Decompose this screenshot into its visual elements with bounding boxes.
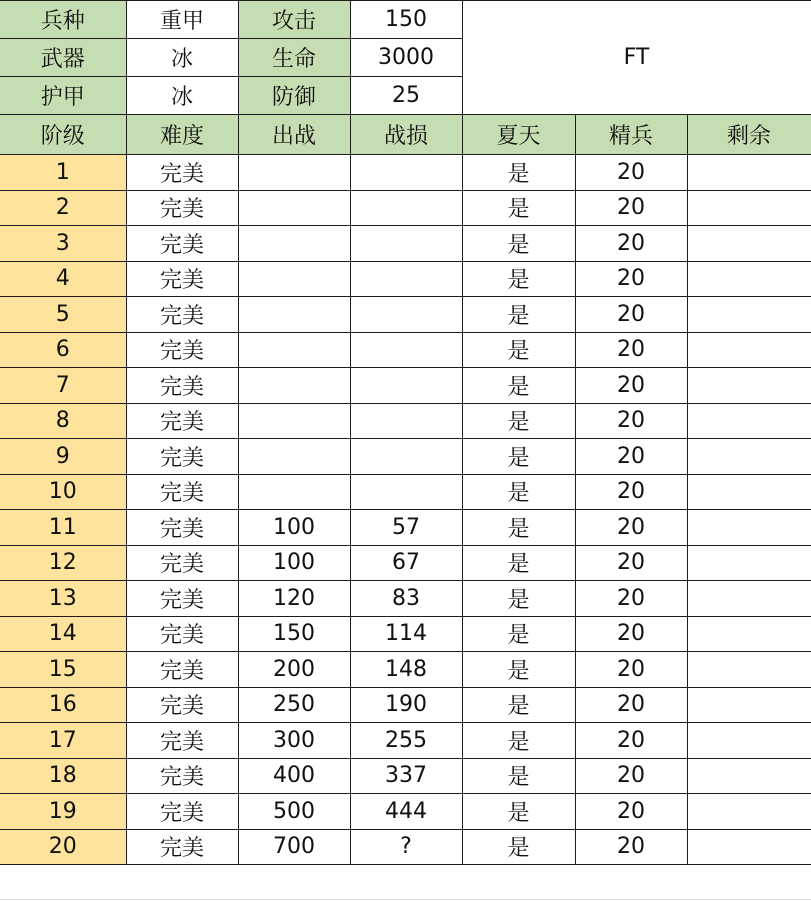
deployed-cell[interactable]: 100 <box>238 545 350 581</box>
level-cell[interactable]: 20 <box>0 829 126 865</box>
difficulty-cell[interactable]: 完美 <box>126 545 238 581</box>
header-losses[interactable]: 战损 <box>350 115 462 155</box>
remaining-cell[interactable] <box>687 510 811 546</box>
deployed-cell[interactable]: 400 <box>238 758 350 794</box>
remaining-cell[interactable] <box>687 297 811 333</box>
table-row <box>0 297 811 333</box>
elite-cell[interactable]: 20 <box>575 261 687 297</box>
elite-cell[interactable]: 20 <box>575 226 687 262</box>
remaining-cell[interactable] <box>687 439 811 475</box>
deployed-cell[interactable] <box>238 190 350 226</box>
column-header-row <box>0 115 811 155</box>
elite-cell[interactable]: 20 <box>575 545 687 581</box>
table-row <box>0 581 811 617</box>
summer-cell[interactable]: 是 <box>462 261 575 297</box>
losses-cell[interactable] <box>350 261 462 297</box>
deployed-cell[interactable] <box>238 332 350 368</box>
remaining-cell[interactable] <box>687 794 811 830</box>
losses-cell[interactable] <box>350 368 462 404</box>
difficulty-cell[interactable]: 完美 <box>126 829 238 865</box>
summer-cell[interactable]: 是 <box>462 581 575 617</box>
difficulty-cell[interactable]: 完美 <box>126 723 238 759</box>
summer-cell[interactable]: 是 <box>462 510 575 546</box>
difficulty-cell[interactable]: 完美 <box>126 297 238 333</box>
losses-cell[interactable] <box>350 439 462 475</box>
remaining-cell[interactable] <box>687 155 811 191</box>
summer-cell[interactable]: 是 <box>462 368 575 404</box>
level-cell[interactable]: 19 <box>0 794 126 830</box>
deployed-cell[interactable] <box>238 368 350 404</box>
table-row <box>0 545 811 581</box>
remaining-cell[interactable] <box>687 616 811 652</box>
elite-cell[interactable]: 20 <box>575 794 687 830</box>
summer-cell[interactable]: 是 <box>462 545 575 581</box>
losses-cell[interactable]: 57 <box>350 510 462 546</box>
level-cell[interactable]: 4 <box>0 261 126 297</box>
losses-cell[interactable]: 337 <box>350 758 462 794</box>
elite-cell[interactable]: 20 <box>575 403 687 439</box>
losses-cell[interactable]: 83 <box>350 581 462 617</box>
remaining-cell[interactable] <box>687 758 811 794</box>
level-cell[interactable]: 8 <box>0 403 126 439</box>
summer-cell[interactable]: 是 <box>462 332 575 368</box>
defense-label-cell[interactable]: 防御 <box>238 77 350 115</box>
remaining-cell[interactable] <box>687 403 811 439</box>
elite-cell[interactable]: 20 <box>575 652 687 688</box>
summer-cell[interactable]: 是 <box>462 190 575 226</box>
summer-cell[interactable]: 是 <box>462 403 575 439</box>
elite-cell[interactable]: 20 <box>575 439 687 475</box>
level-cell[interactable]: 12 <box>0 545 126 581</box>
table-row <box>0 226 811 262</box>
difficulty-cell[interactable]: 完美 <box>126 332 238 368</box>
elite-cell[interactable]: 20 <box>575 829 687 865</box>
deployed-cell[interactable]: 120 <box>238 581 350 617</box>
remaining-cell[interactable] <box>687 368 811 404</box>
header-level[interactable]: 阶级 <box>0 115 126 155</box>
summer-cell[interactable]: 是 <box>462 723 575 759</box>
deployed-cell[interactable] <box>238 261 350 297</box>
remaining-cell[interactable] <box>687 226 811 262</box>
remaining-cell[interactable] <box>687 581 811 617</box>
difficulty-cell[interactable]: 完美 <box>126 758 238 794</box>
deployed-cell[interactable]: 250 <box>238 687 350 723</box>
summer-cell[interactable]: 是 <box>462 652 575 688</box>
header-difficulty[interactable]: 难度 <box>126 115 238 155</box>
table-row <box>0 758 811 794</box>
elite-cell[interactable]: 20 <box>575 581 687 617</box>
table-row <box>0 829 811 865</box>
losses-cell[interactable] <box>350 297 462 333</box>
summer-cell[interactable]: 是 <box>462 829 575 865</box>
table-row <box>0 652 811 688</box>
elite-cell[interactable]: 20 <box>575 368 687 404</box>
level-cell[interactable]: 14 <box>0 616 126 652</box>
remaining-cell[interactable] <box>687 687 811 723</box>
elite-cell[interactable]: 20 <box>575 190 687 226</box>
level-cell[interactable]: 9 <box>0 439 126 475</box>
difficulty-cell[interactable]: 完美 <box>126 439 238 475</box>
losses-cell[interactable]: 67 <box>350 545 462 581</box>
difficulty-cell[interactable]: 完美 <box>126 474 238 510</box>
difficulty-cell[interactable]: 完美 <box>126 403 238 439</box>
remaining-cell[interactable] <box>687 190 811 226</box>
summer-cell[interactable]: 是 <box>462 616 575 652</box>
level-cell[interactable]: 17 <box>0 723 126 759</box>
losses-cell[interactable]: 444 <box>350 794 462 830</box>
difficulty-cell[interactable]: 完美 <box>126 510 238 546</box>
deployed-cell[interactable] <box>238 403 350 439</box>
summer-cell[interactable]: 是 <box>462 794 575 830</box>
summer-cell[interactable]: 是 <box>462 687 575 723</box>
deployed-cell[interactable] <box>238 474 350 510</box>
elite-cell[interactable]: 20 <box>575 155 687 191</box>
armor-label-cell[interactable]: 护甲 <box>0 77 126 115</box>
elite-cell[interactable]: 20 <box>575 510 687 546</box>
armor-cell[interactable]: 冰 <box>126 77 238 115</box>
elite-cell[interactable]: 20 <box>575 474 687 510</box>
level-cell[interactable]: 16 <box>0 687 126 723</box>
table-row <box>0 190 811 226</box>
weapon-cell[interactable]: 冰 <box>126 39 238 77</box>
table-row <box>0 155 811 191</box>
level-cell[interactable]: 5 <box>0 297 126 333</box>
elite-cell[interactable]: 20 <box>575 616 687 652</box>
elite-cell[interactable]: 20 <box>575 758 687 794</box>
level-cell[interactable]: 13 <box>0 581 126 617</box>
remaining-cell[interactable] <box>687 652 811 688</box>
deployed-cell[interactable]: 500 <box>238 794 350 830</box>
weapon-label-cell[interactable]: 武器 <box>0 39 126 77</box>
deployed-cell[interactable]: 200 <box>238 652 350 688</box>
level-cell[interactable]: 15 <box>0 652 126 688</box>
info-row-unit-type <box>0 1 811 39</box>
summer-cell[interactable]: 是 <box>462 297 575 333</box>
losses-cell[interactable] <box>350 190 462 226</box>
difficulty-cell[interactable]: 完美 <box>126 794 238 830</box>
elite-cell[interactable]: 20 <box>575 332 687 368</box>
difficulty-cell[interactable]: 完美 <box>126 261 238 297</box>
deployed-cell[interactable]: 100 <box>238 510 350 546</box>
unit-type-cell[interactable]: 重甲 <box>126 1 238 39</box>
level-cell[interactable]: 6 <box>0 332 126 368</box>
losses-cell[interactable] <box>350 474 462 510</box>
level-cell[interactable]: 1 <box>0 155 126 191</box>
hp-label-cell[interactable]: 生命 <box>238 39 350 77</box>
deployed-cell[interactable]: 300 <box>238 723 350 759</box>
table-row <box>0 616 811 652</box>
table-row <box>0 403 811 439</box>
unit-type-label-cell[interactable]: 兵种 <box>0 1 126 39</box>
table-row <box>0 794 811 830</box>
remaining-cell[interactable] <box>687 545 811 581</box>
losses-cell[interactable]: ? <box>350 829 462 865</box>
difficulty-cell[interactable]: 完美 <box>126 687 238 723</box>
summer-cell[interactable]: 是 <box>462 226 575 262</box>
difficulty-cell[interactable]: 完美 <box>126 226 238 262</box>
summer-cell[interactable]: 是 <box>462 155 575 191</box>
losses-cell[interactable] <box>350 403 462 439</box>
header-elite[interactable]: 精兵 <box>575 115 687 155</box>
table-row <box>0 687 811 723</box>
table-row <box>0 474 811 510</box>
difficulty-cell[interactable]: 完美 <box>126 155 238 191</box>
losses-cell[interactable]: 148 <box>350 652 462 688</box>
attack-label-cell[interactable]: 攻击 <box>238 1 350 39</box>
table-row <box>0 368 811 404</box>
losses-cell[interactable] <box>350 226 462 262</box>
losses-cell[interactable]: 255 <box>350 723 462 759</box>
level-cell[interactable]: 2 <box>0 190 126 226</box>
note-merged-cell[interactable]: FT <box>462 1 811 115</box>
elite-cell[interactable]: 20 <box>575 687 687 723</box>
remaining-cell[interactable] <box>687 332 811 368</box>
remaining-cell[interactable] <box>687 829 811 865</box>
elite-cell[interactable]: 20 <box>575 723 687 759</box>
table-row <box>0 723 811 759</box>
level-cell[interactable]: 18 <box>0 758 126 794</box>
difficulty-cell[interactable]: 完美 <box>126 368 238 404</box>
deployed-cell[interactable]: 700 <box>238 829 350 865</box>
remaining-cell[interactable] <box>687 261 811 297</box>
deployed-cell[interactable] <box>238 226 350 262</box>
deployed-cell[interactable]: 150 <box>238 616 350 652</box>
losses-cell[interactable] <box>350 332 462 368</box>
summer-cell[interactable]: 是 <box>462 758 575 794</box>
table-row <box>0 261 811 297</box>
level-cell[interactable]: 3 <box>0 226 126 262</box>
summer-cell[interactable]: 是 <box>462 474 575 510</box>
losses-cell[interactable]: 114 <box>350 616 462 652</box>
level-cell[interactable]: 7 <box>0 368 126 404</box>
remaining-cell[interactable] <box>687 474 811 510</box>
difficulty-cell[interactable]: 完美 <box>126 581 238 617</box>
losses-cell[interactable]: 190 <box>350 687 462 723</box>
defense-cell[interactable]: 25 <box>350 77 462 115</box>
elite-cell[interactable]: 20 <box>575 297 687 333</box>
deployed-cell[interactable] <box>238 155 350 191</box>
hp-cell[interactable]: 3000 <box>350 39 462 77</box>
level-cell[interactable]: 10 <box>0 474 126 510</box>
attack-cell[interactable]: 150 <box>350 1 462 39</box>
deployed-cell[interactable] <box>238 297 350 333</box>
table-row <box>0 332 811 368</box>
header-deployed[interactable]: 出战 <box>238 115 350 155</box>
header-summer[interactable]: 夏天 <box>462 115 575 155</box>
remaining-cell[interactable] <box>687 723 811 759</box>
deployed-cell[interactable] <box>238 439 350 475</box>
losses-cell[interactable] <box>350 155 462 191</box>
header-remaining[interactable]: 剩余 <box>687 115 811 155</box>
difficulty-cell[interactable]: 完美 <box>126 616 238 652</box>
difficulty-cell[interactable]: 完美 <box>126 652 238 688</box>
table-row <box>0 439 811 475</box>
table-row <box>0 510 811 546</box>
difficulty-cell[interactable]: 完美 <box>126 190 238 226</box>
summer-cell[interactable]: 是 <box>462 439 575 475</box>
level-cell[interactable]: 11 <box>0 510 126 546</box>
